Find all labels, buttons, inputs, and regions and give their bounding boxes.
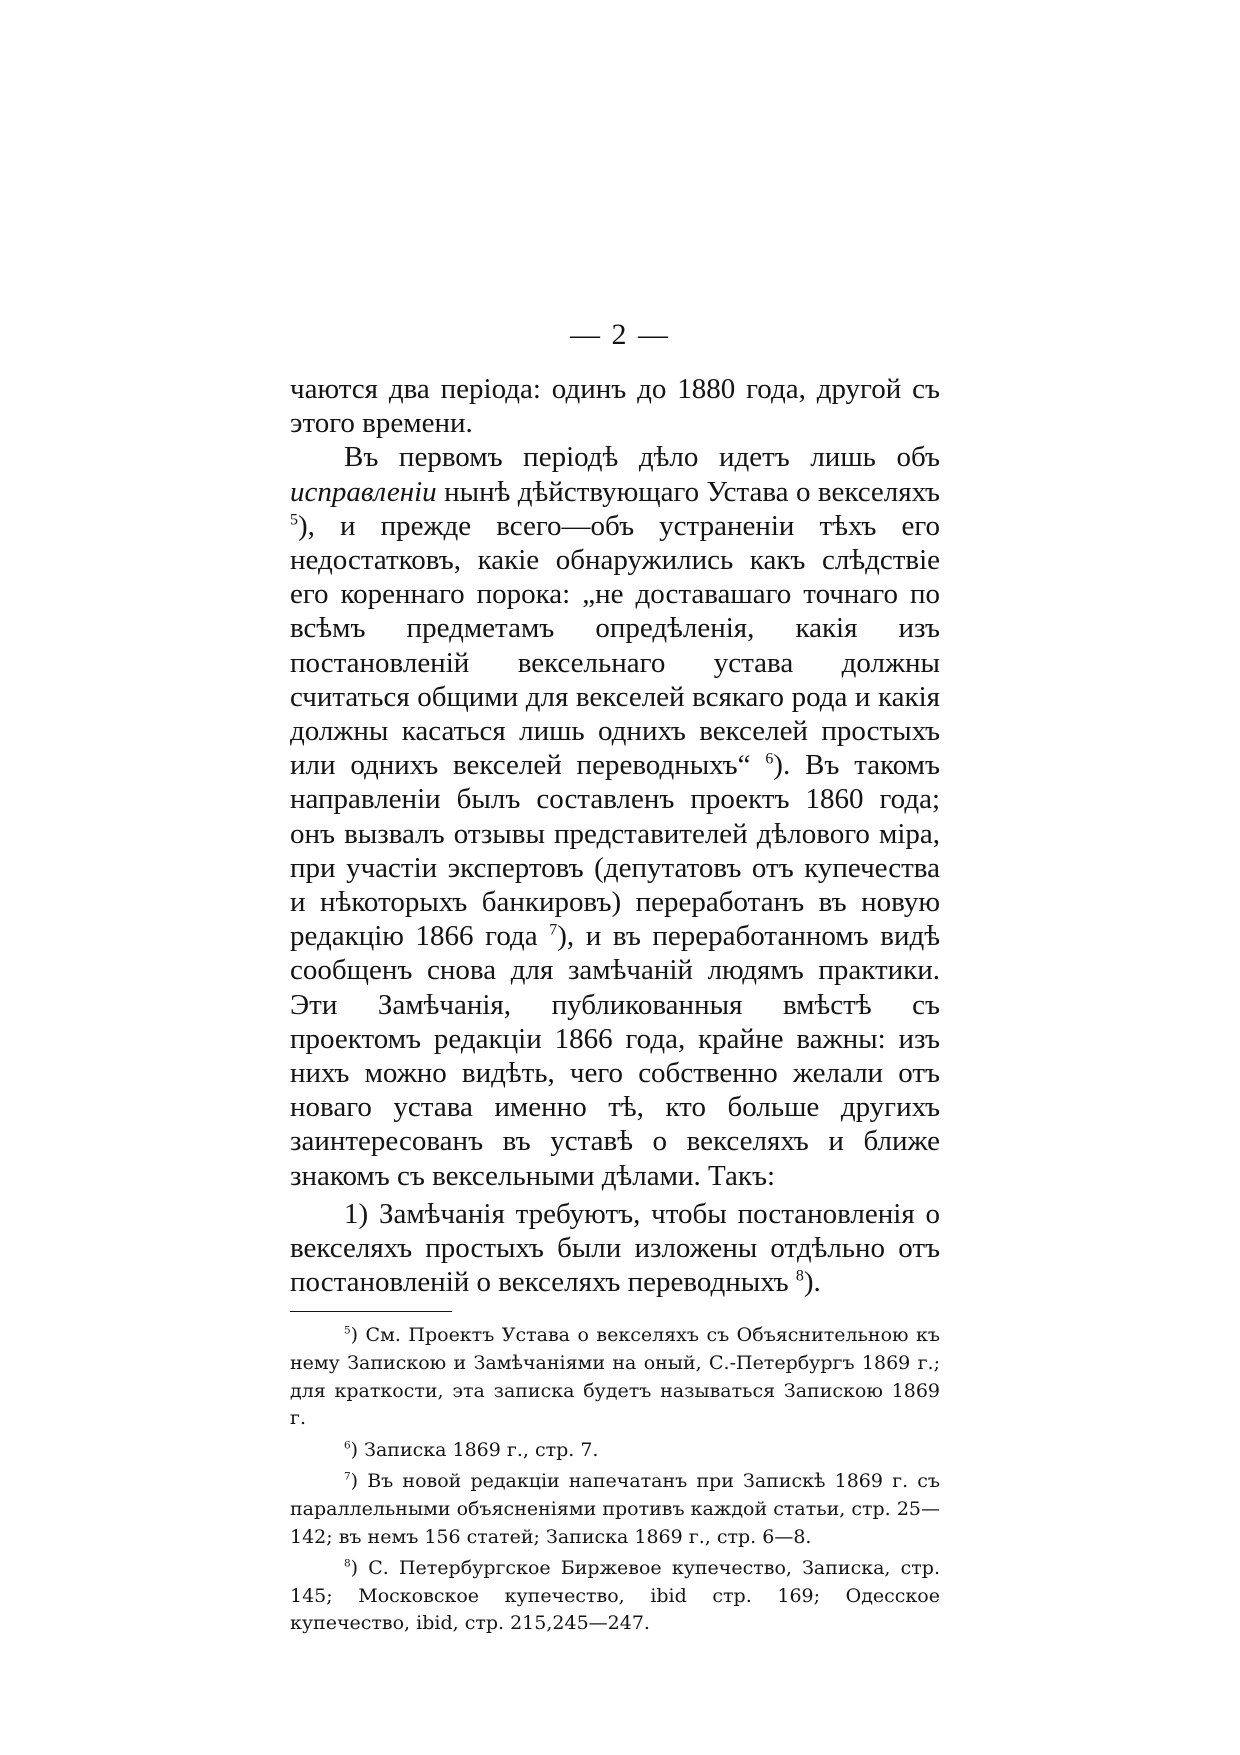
paragraph-3-text: 1) Замѣчанія требуютъ, чтобы постановленія о векселяхъ простыхъ были изложены отдѣльно отъ постановленій о векселяхъ переводныхъ xyxy=(290,1197,940,1299)
footnote-mark: 5 xyxy=(344,1325,351,1338)
footnote-text: ) Записка 1869 г., стр. 7. xyxy=(350,1438,599,1461)
paragraph-2-text-d: ). Въ такомъ направленіи былъ составленъ проектъ 1860 года; онъ вызвалъ отзывы представителей дѣлового міра, при участіи экспертовъ (депутатовъ отъ купечества и нѣкоторыхъ банкировъ) переработанъ въ новую редакцію 1866 года xyxy=(290,749,940,953)
footnote-8 xyxy=(290,1555,940,1638)
footnote-text: ) Въ новой редакціи напечатанъ при Запискѣ 1869 г. съ параллельными объясненіями противъ каждой статьи, стр. 25—142; въ немъ 156 статей; Записка 1869 г., стр. 6—8. xyxy=(290,1470,940,1548)
paragraph-2 xyxy=(290,440,940,1192)
page-body xyxy=(290,372,940,1642)
paragraph-2-text-a: Въ первомъ періодѣ дѣло идетъ лишь объ xyxy=(344,441,940,474)
paragraph-2-text-e: ), и въ переработанномъ видѣ сообщенъ снова для замѣчаній людямъ практики. Эти Замѣчанія, публикованныя вмѣстѣ съ проектомъ редакціи 1866 года, крайне важны: изъ нихъ можно видѣть, чего собственно желали отъ новаго устава именно тѣ, кто больше другихъ заинтересованъ въ уставѣ о векселяхъ и ближе знакомъ съ вексельными дѣлами. Такъ: xyxy=(290,920,940,1192)
footnote-ref-8[interactable]: 8 xyxy=(795,1267,804,1285)
paragraph-1: чаются два періода: одинъ до 1880 года, другой съ этого времени. xyxy=(290,373,940,440)
footnote-mark: 8 xyxy=(344,1557,351,1570)
italic-emphasis: исправленіи xyxy=(290,475,437,508)
footnote-ref-5[interactable]: 5 xyxy=(290,511,298,529)
page-number: — 2 — xyxy=(570,318,670,351)
paragraph-3-end: ). xyxy=(803,1266,821,1299)
footnote-7 xyxy=(290,1468,940,1551)
paragraph-2-text-c: ), и прежде всего—объ устраненіи тѣхъ его недостатковъ, какіе обнаружились какъ слѣдствіе его кореннаго порока: „не доставашаго точнаго по всѣмъ предметамъ опредѣленія, какія изъ постановленій вексельнаго устава должны считаться общими для векселей всякаго рода и какія должны касаться лишь однихъ векселей простыхъ или однихъ векселей переводныхъ“ xyxy=(290,509,940,782)
footnote-5 xyxy=(290,1322,940,1432)
footnote-ref-7[interactable]: 7 xyxy=(549,921,558,939)
footnote-6 xyxy=(290,1437,940,1465)
footnote-text: ) С. Петербургское Биржевое купечество, Записка, стр. 145; Московское купечество, ibid стр. 169; Одесское купечество, ibid, стр. 215,245—247. xyxy=(290,1557,940,1635)
paragraph-3 xyxy=(290,1197,940,1300)
footnote-divider xyxy=(290,1311,452,1312)
footnotes xyxy=(290,1322,940,1638)
footnote-mark: 6 xyxy=(344,1439,351,1452)
main-text xyxy=(290,372,940,1299)
footnote-ref-6[interactable]: 6 xyxy=(765,750,774,768)
footnote-mark: 7 xyxy=(344,1471,351,1484)
paragraph-2-text-b: нынѣ дѣйствующаго Устава о векселяхъ xyxy=(436,475,940,508)
footnote-text: ) См. Проектъ Устава о векселяхъ съ Объяснительною къ нему Запискою и Замѣчаніями на оный, С.-Петербургъ 1869 г.; для краткости, эта записка будетъ называться Запискою 1869 г. xyxy=(290,1324,940,1430)
